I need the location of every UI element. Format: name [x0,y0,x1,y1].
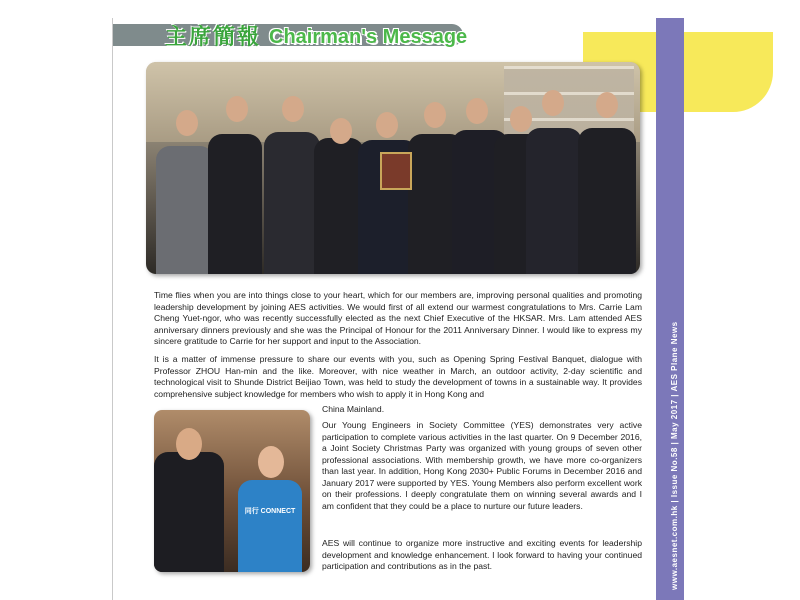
sidebar-issue-text: www.aesnet.com.hk | Issue No.58 | May 2017 | AES Plane News [670,321,679,590]
photo-person-head [376,112,398,138]
photo-person-head [466,98,488,124]
photo-person-head [510,106,532,132]
title-chinese: 主席簡報 [165,25,262,50]
photo-person-head [542,90,564,116]
photo-woman-head [258,446,284,478]
handshake-photo [154,410,310,572]
photo-person [578,128,636,274]
photo-person [526,128,582,274]
paragraph-1: Time flies when you are into things close to your heart, which for our members are, improving personal qualities and promoting leadership development by joining AES activities. We would first of all extend our warmest congratulations to Mrs. Carrie Lam Cheng Yuet-ngor, who was recently successfully elected as the next Chief Executive of the HKSAR. Mrs. Lam attended AES anniversary dinners previously and she was the Principal of Honour for the 2011 Anniversary Dinner. I would like to express my sincere gratitude to Carrie for her support and input to the Association. [154,290,642,346]
photo-person [208,134,262,274]
page-title: Chairman's Message [269,26,468,48]
photo-person [156,146,214,274]
photo-person-head [282,96,304,122]
paragraph-4: AES will continue to organize more instructive and exciting events for leadership development and knowledge enhancement. I look forward to having your continued participation and contributions as in the past. [322,538,642,571]
paragraph-2-end: China Mainland. [322,404,385,414]
plaque-award [380,152,412,190]
photo-man-head [176,428,202,460]
shirt-print: 同行 CONNECT [244,508,296,515]
photo-person-head [176,110,198,136]
photo-woman-shirt [238,480,302,572]
photo-person-head [596,92,618,118]
paragraph-3: Our Young Engineers in Society Committee (YES) demonstrates very active participation to complete various activities in the last quarter. On 9 December 2016, a Joint Society Christmas Party was organized with young groups of seven other professional associations. With membership growth, we have more co-organizers than last year. In addition, Hong Kong 2030+ Public Forums in December 2016 and January 2017 were supported by YES. Young Members also perform excellent work on their professions. I deeply congratulate them on winning several awards and I am confident that they could be a place to nurture our future leaders. [322,420,642,511]
paragraph-2: It is a matter of immense pressure to share our events with you, such as Opening Spring Festival Banquet, dialogue with Professor ZHOU Han-min and the like. Moreover, with nice weather in March, an outdoor activity, 2-day scientific and technological visit to Shunde District Beijiao Town, was held to study the development of towns in a sustainable way. It provides comprehensive subject knowledge for members who wish to apply it in Hong Kong and [154,354,642,399]
photo-person-head [330,118,352,144]
photo-person-head [226,96,248,122]
photo-person-head [424,102,446,128]
photo-person [314,138,364,274]
photo-man-suit [154,452,224,572]
group-photo [146,62,640,274]
photo-person [264,132,320,274]
